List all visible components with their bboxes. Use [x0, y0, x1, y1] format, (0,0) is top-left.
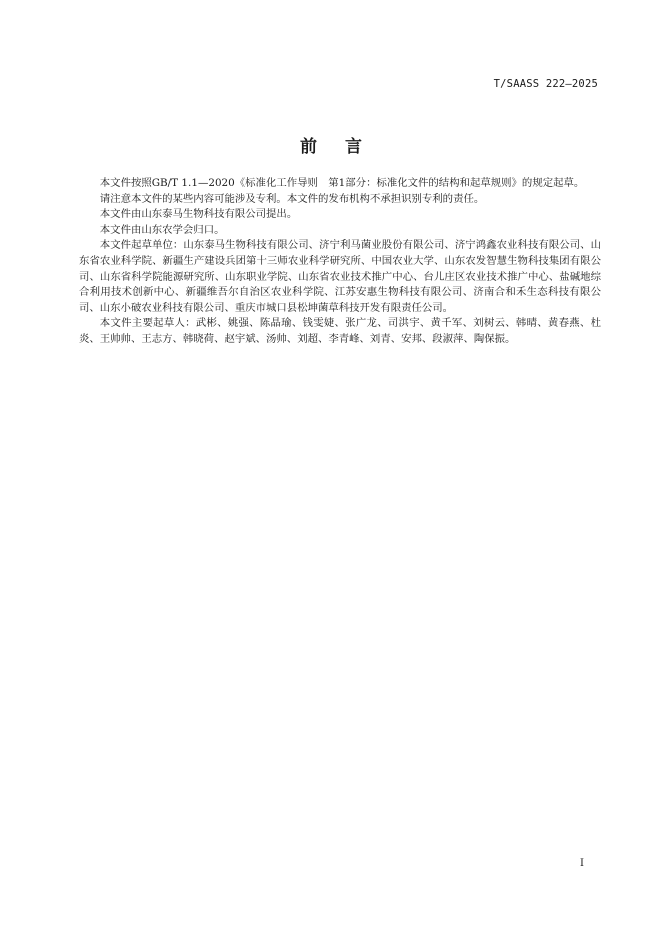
- title-char-1: 前: [300, 137, 317, 157]
- foreword-body: [79, 176, 601, 348]
- page-title: [0, 132, 662, 157]
- page-number: I: [580, 858, 584, 869]
- title-char-2: 言: [345, 137, 362, 157]
- paragraph-proposer: 本文件由山东泰马生物科技有限公司提出。: [99, 208, 298, 221]
- paragraph-patent-notice: 请注意本文件的某些内容可能涉及专利。本文件的发布机构不承担识别专利的责任。: [99, 192, 485, 205]
- paragraph-drafting-units: 本文件起草单位：山东泰马生物科技有限公司、济宁利马菌业股份有限公司、济宁鸿鑫农业科技有限公司、山东省农业科学院、新疆生产建设兵团第十三师农业科学研究所、中国农业大学、山东农发智慧生物科技集团有限公司、山东省科学院能源研究所、山东职业学院、山东省农业技术推广中心、台儿庄区农业技术推广中心、盐碱地综合利用技术创新中心、新疆维吾尔自治区农业科学院、江苏安惠生物科技有限公司、济南合和禾生态科技有限公司、山东小破农业科技有限公司、重庆市城口县松坤菌草科技开发有限责任公司。: [79, 239, 601, 314]
- paragraph-drafting-rules: 本文件按照GB/T 1.1—2020《标准化工作导则 第1部分：标准化文件的结构和起草规则》的规定起草。: [99, 177, 585, 189]
- document-code: T/SAASS 222—2025: [493, 78, 598, 90]
- paragraph-drafters: 本文件主要起草人：武彬、姚强、陈晶瑜、钱雯婕、张广龙、司洪宇、黄千军、刘树云、韩晴、黄春燕、杜炎、王帅帅、王志方、韩晓荷、赵宇斌、汤帅、刘超、李青峰、刘青、安邦、段淑萍、陶保振。: [79, 317, 601, 345]
- paragraph-centralized-unit: 本文件由山东农学会归口。: [99, 223, 225, 236]
